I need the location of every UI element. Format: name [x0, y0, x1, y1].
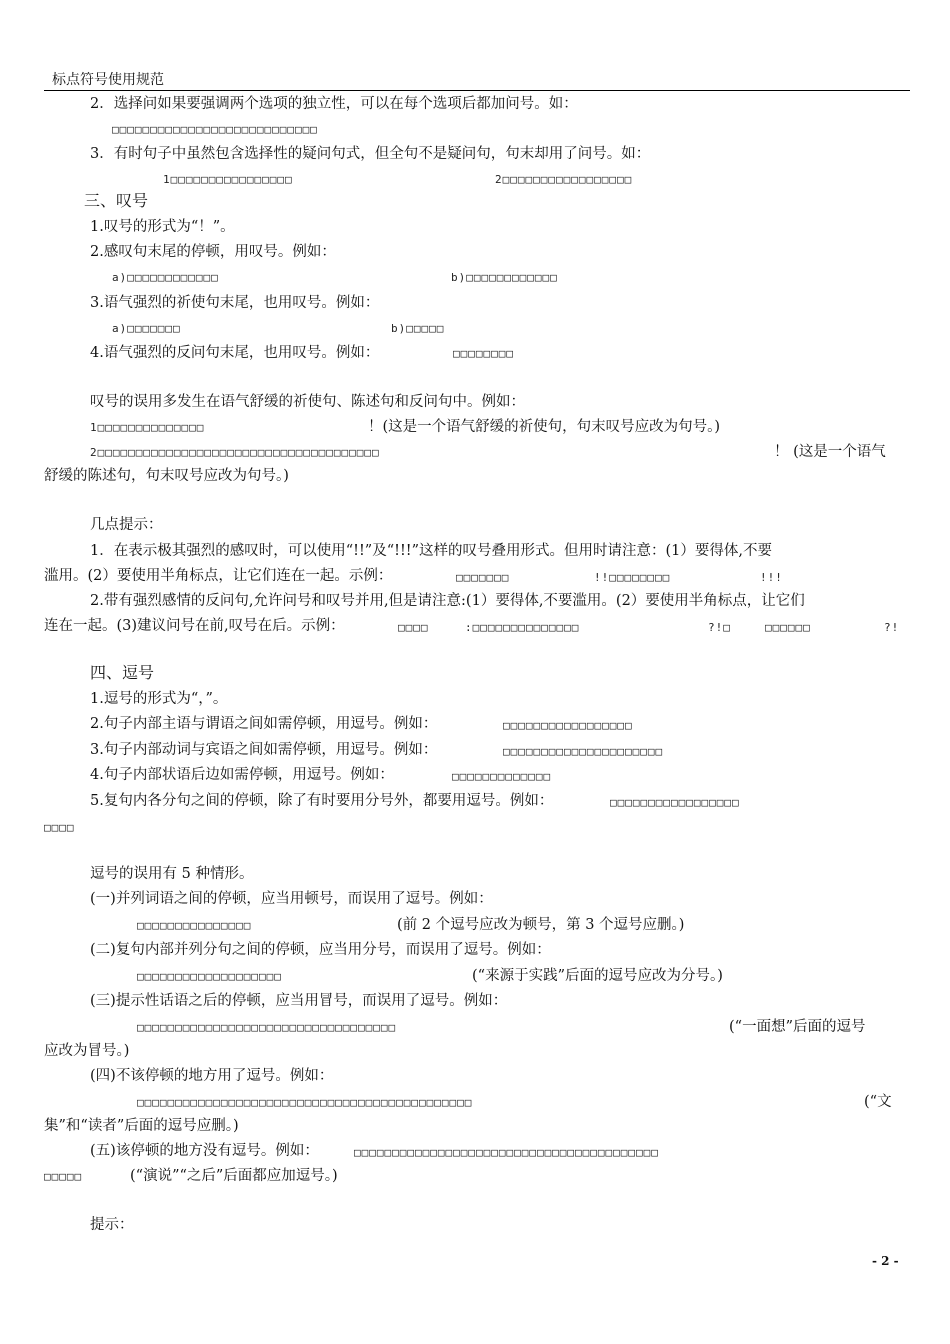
example-c5-b: □□□□	[44, 821, 75, 834]
para-c2: 2.句子内部主语与谓语之间如需停顿，用逗号。例如：	[90, 716, 438, 732]
para-cm2: (二)复句内部并列分句之间的停顿，应当用分号，而误用了逗号。例如：	[90, 942, 551, 958]
example-q3-2: 2□□□□□□□□□□□□□□□□□	[495, 173, 633, 186]
example-c2: □□□□□□□□□□□□□□□□□	[503, 719, 633, 732]
running-header-title: 标点符号使用规范	[52, 72, 164, 88]
header-rule	[44, 90, 910, 91]
example-tip2-4: □□□□□□	[765, 621, 811, 634]
note-cm3-a: (“一面想”后面的逗号	[729, 1019, 866, 1035]
example-tip2-2: :□□□□□□□□□□□□□□	[465, 621, 580, 634]
example-e3-a: a)□□□□□□□	[112, 322, 181, 335]
note-mis2-b: 舒缓的陈述句，句末叹号应改为句号。)	[44, 468, 289, 484]
note-cm1: (前 2 个逗号应改为顿号，第 3 个逗号应删。)	[397, 917, 685, 933]
example-cm4: □□□□□□□□□□□□□□□□□□□□□□□□□□□□□□□□□□□□□□□□□□□□	[137, 1096, 473, 1109]
para-misuse-intro: 叹号的误用多发生在语气舒缓的祈使句、陈述句和反问句中。例如：	[90, 394, 525, 410]
para-cm5: (五)该停顿的地方没有逗号。例如：	[90, 1143, 319, 1159]
note-cm4-a: (“文	[864, 1094, 892, 1110]
note-cm3-b: 应改为冒号。)	[44, 1043, 130, 1059]
example-mis2: 2□□□□□□□□□□□□□□□□□□□□□□□□□□□□□□□□□□□□□	[90, 446, 380, 459]
example-mis1: 1□□□□□□□□□□□□□□	[90, 421, 205, 434]
tips-title: 几点提示：	[90, 517, 163, 533]
para-q3: 3．有时句子中虽然包含选择性的疑问句式，但全句不是疑问句，句末却用了问号。如：	[90, 146, 651, 162]
example-tip1-3: !!!	[760, 571, 783, 584]
para-comma-misuse-intro: 逗号的误用有 5 种情形。	[90, 866, 254, 882]
example-e2-a: a)□□□□□□□□□□□□	[112, 271, 219, 284]
example-q3-1: 1□□□□□□□□□□□□□□□□	[163, 173, 293, 186]
para-c1: 1.逗号的形式为“，”。	[90, 691, 228, 707]
example-q2: □□□□□□□□□□□□□□□□□□□□□□□□□□□	[112, 123, 318, 136]
example-e3-b: b)□□□□□	[391, 322, 445, 335]
para-cm1: (一)并列词语之间的停顿，应当用顿号，而误用了逗号。例如：	[90, 891, 493, 907]
para-tip1-b: 滥用。(2）要使用半角标点，让它们连在一起。示例：	[44, 568, 393, 584]
para-cm3: (三)提示性话语之后的停顿，应当用冒号，而误用了逗号。例如：	[90, 993, 508, 1009]
section-title-exclamation: 三、叹号	[84, 191, 149, 210]
example-c4: □□□□□□□□□□□□□	[452, 770, 552, 783]
note-mis1: ！(这是一个语气舒缓的祈使句，句末叹号应改为句号。)	[368, 419, 721, 435]
para-tip2-b: 连在一起。(3)建议问号在前,叹号在后。示例：	[44, 618, 345, 634]
hint-title: 提示：	[90, 1217, 134, 1233]
para-e4: 4.语气强烈的反问句末尾，也用叹号。例如：	[90, 345, 380, 361]
para-c4: 4.句子内部状语后边如需停顿，用逗号。例如：	[90, 767, 394, 783]
example-cm1: □□□□□□□□□□□□□□□	[137, 919, 252, 932]
para-tip2-a: 2.带有强烈感情的反问句,允许问号和叹号并用,但是请注意:(1）要得体,不要滥用。(2）要使用半角标点，让它们	[90, 593, 805, 609]
example-tip2-3: ?!□	[708, 621, 731, 634]
example-cm2: □□□□□□□□□□□□□□□□□□□	[137, 970, 282, 983]
example-cm5: □□□□□□□□□□□□□□□□□□□□□□□□□□□□□□□□□□□□□□□□	[354, 1146, 659, 1159]
para-c3: 3.句子内部动词与宾语之间如需停顿，用逗号。例如：	[90, 742, 438, 758]
para-tip1-a: 1．在表示极其强烈的感叹时，可以使用“!!”及“!!!”这样的叹号叠用形式。但用时请注意：(1）要得体,不要	[90, 543, 772, 559]
para-c5: 5.复句内各分句之间的停顿，除了有时要用分号外，都要用逗号。例如：	[90, 793, 554, 809]
example-tip2-5: ?!	[884, 621, 900, 634]
note-cm4-b: 集”和“读者”后面的逗号应删。)	[44, 1118, 239, 1134]
example-c5: □□□□□□□□□□□□□□□□□	[610, 796, 740, 809]
para-e1: 1.叹号的形式为“！”。	[90, 219, 235, 235]
para-e2: 2.感叹句末尾的停顿，用叹号。例如：	[90, 244, 336, 260]
note-cm2: (“来源于实践”后面的逗号应改为分号。)	[472, 968, 723, 984]
note-cm5: (“演说”“之后”后面都应加逗号。)	[130, 1168, 338, 1184]
example-tip2-1: □□□□	[398, 621, 429, 634]
note-mis2-a: ！ (这是一个语气	[774, 444, 886, 460]
example-c3: □□□□□□□□□□□□□□□□□□□□□	[503, 745, 664, 758]
para-cm4: (四)不该停顿的地方用了逗号。例如：	[90, 1068, 334, 1084]
example-e2-b: b)□□□□□□□□□□□□	[451, 271, 558, 284]
example-cm5-b: □□□□□	[44, 1170, 83, 1183]
para-q2: 2．选择问如果要强调两个选项的独立性，可以在每个选项后都加问号。如：	[90, 96, 578, 112]
example-e4: □□□□□□□□	[453, 347, 514, 360]
example-cm3: □□□□□□□□□□□□□□□□□□□□□□□□□□□□□□□□□□	[137, 1021, 397, 1034]
page-number: - 2 -	[872, 1254, 899, 1268]
section-title-comma: 四、逗号	[90, 663, 155, 682]
para-e3: 3.语气强烈的祈使句末尾，也用叹号。例如：	[90, 295, 380, 311]
example-tip1-2: !!□□□□□□□□	[594, 571, 671, 584]
example-tip1-1: □□□□□□□	[456, 571, 510, 584]
